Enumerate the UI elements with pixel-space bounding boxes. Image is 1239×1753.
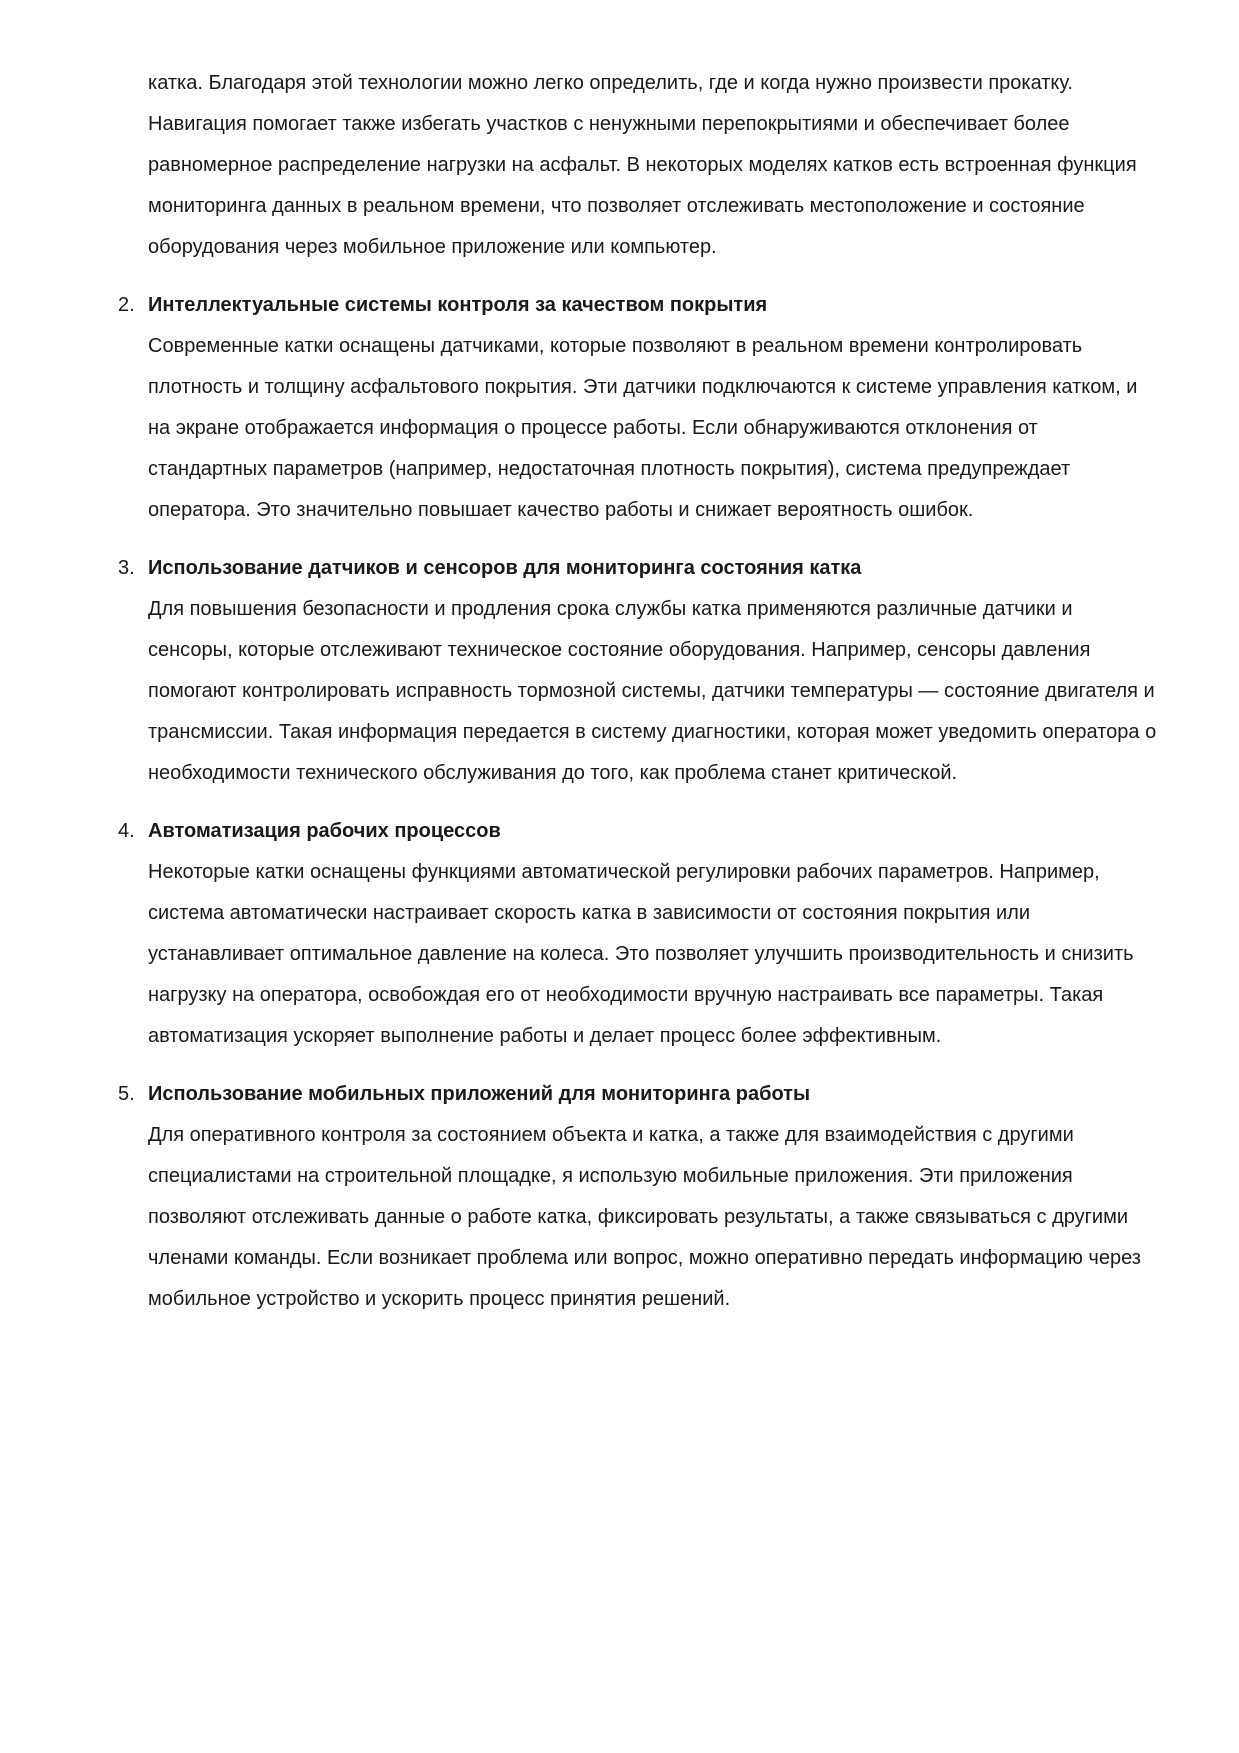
list-item-4: [118, 811, 1160, 1057]
list-item-title: Автоматизация рабочих процессов: [148, 820, 501, 842]
list-item-2: [118, 285, 1160, 531]
list-item-title: Использование датчиков и сенсоров для мониторинга состояния катка: [148, 557, 862, 579]
list-item-title: Использование мобильных приложений для мониторинга работы: [148, 1083, 811, 1105]
list-item-body: Некоторые катки оснащены функциями автоматической регулировки рабочих параметров. Например, система автоматически настраивает скорость катка в зависимости от состояния покрытия или устанавливает оптимальное давление на колеса. Это позволяет улучшить производительность и снизить нагрузку на оператора, освобождая его от необходимости вручную настраивать все параметры. Такая автоматизация ускоряет выполнение работы и делает процесс более эффективным.: [148, 861, 1134, 1047]
list-item-number: 3.: [118, 557, 135, 579]
list-item-content: [148, 1074, 1158, 1320]
list-item-content: [148, 811, 1158, 1057]
intro-paragraph: катка. Благодаря этой технологии можно легко определить, где и когда нужно произвести прокатку. Навигация помогает также избегать участков с ненужными перепокрытиями и обеспечивает более равномерное распределение нагрузки на асфальт. В некоторых моделях катков есть встроенная функция мониторинга данных в реальном времени, что позволяет отслеживать местоположение и состояние оборудования через мобильное приложение или компьютер.: [148, 72, 1137, 258]
list-item-title: Интеллектуальные системы контроля за качеством покрытия: [148, 294, 768, 316]
list-item-5: [118, 1074, 1160, 1320]
document-content: [118, 63, 1160, 1320]
list-item-number: 5.: [118, 1083, 135, 1105]
list-item-content: [148, 548, 1158, 794]
list-item-content: [148, 285, 1158, 531]
list-item-3: [118, 548, 1160, 794]
list-item-body: Для повышения безопасности и продления срока службы катка применяются различные датчики и сенсоры, которые отслеживают техническое состояние оборудования. Например, сенсоры давления помогают контролировать исправность тормозной системы, датчики температуры — состояние двигателя и трансмиссии. Такая информация передается в систему диагностики, которая может уведомить оператора о необходимости технического обслуживания до того, как проблема станет критической.: [148, 598, 1157, 784]
list-item-number: 4.: [118, 820, 135, 842]
list-item-number: 2.: [118, 294, 135, 316]
list-item-body: Для оперативного контроля за состоянием объекта и катка, а также для взаимодействия с другими специалистами на строительной площадке, я использую мобильные приложения. Эти приложения позволяют отслеживать данные о работе катка, фиксировать результаты, а также связываться с другими членами команды. Если возникает проблема или вопрос, можно оперативно передать информацию через мобильное устройство и ускорить процесс принятия решений.: [148, 1124, 1141, 1310]
list-item-body: Современные катки оснащены датчиками, которые позволяют в реальном времени контролировать плотность и толщину асфальтового покрытия. Эти датчики подключаются к системе управления катком, и на экране отображается информация о процессе работы. Если обнаруживаются отклонения от стандартных параметров (например, недостаточная плотность покрытия), система предупреждает оператора. Это значительно повышает качество работы и снижает вероятность ошибок.: [148, 335, 1138, 521]
